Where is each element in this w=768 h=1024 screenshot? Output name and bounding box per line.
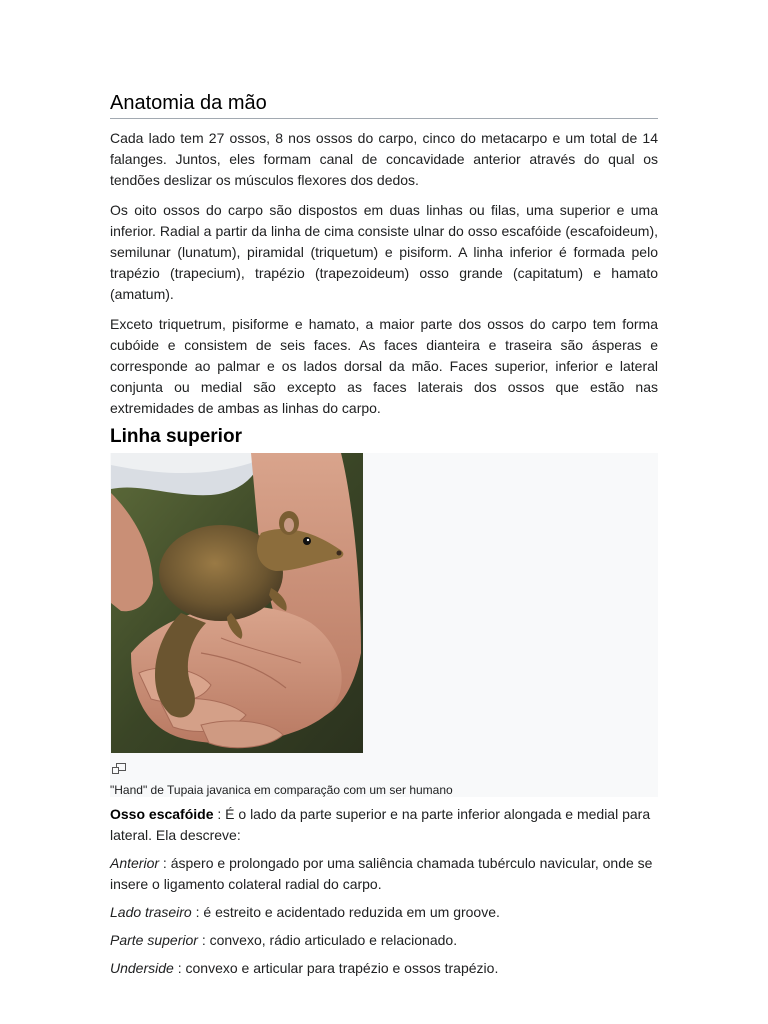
- article: [110, 92, 658, 979]
- paragraph: Cada lado tem 27 ossos, 8 nos ossos do carpo, cinco do metacarpo e um total de 14 falanges. Juntos, eles formam canal de concavidade anterior através do qual os tendões deslizar os músculos flexores dos dedos.: [110, 130, 658, 188]
- definition-parte-superior: [110, 930, 658, 951]
- definition-escafoide: [110, 804, 658, 846]
- enlarge-icon[interactable]: [112, 762, 126, 774]
- definition-lado-traseiro: [110, 902, 658, 923]
- definition-text: : é estreito e acidentado reduzida em um groove.: [191, 904, 500, 920]
- definition-text: : É o lado da parte superior e na parte inferior alongada e medial para lateral. Ela descreve:: [110, 806, 651, 843]
- definition-text: : convexo e articular para trapézio e ossos trapézio.: [173, 960, 499, 976]
- figure-caption: "Hand" de Tupaia javanica em comparação com um ser humano: [110, 783, 453, 797]
- definition-text: : áspero e prolongado por uma saliência chamada tubérculo navicular, onde se insere o ligamento colateral radial do carpo.: [110, 855, 653, 892]
- definition-anterior: [110, 853, 658, 895]
- paragraph: Exceto triquetrum, pisiforme e hamato, a maior parte dos ossos do carpo tem forma cubóide e consistem de seis faces. As faces dianteira e traseira são ásperas e corresponde ao palmar e os lados dorsal da mão. Faces superior, inferior e lateral conjunta ou medial são excepto as faces laterais dos ossos que estão nas extremidades de ambas as linhas do carpo.: [110, 316, 658, 416]
- figure: [110, 453, 658, 797]
- paragraph: Os oito ossos do carpo são dispostos em duas linhas ou filas, uma superior e uma inferior. Radial a partir da linha de cima consiste ulnar do osso escafóide (escafoideum), semilunar (lunatum), piramidal (triquetum) e pisiform. A linha inferior é formada pelo trapézio (trapecium), trapézio (trapezoideum) osso grande (capitatum) e hamato (amatum).: [110, 202, 658, 302]
- section-heading: Linha superior: [110, 426, 242, 447]
- definition-text: : convexo, rádio articulado e relacionado.: [197, 932, 458, 948]
- enlarge-icon-glyph: [112, 763, 126, 775]
- photo-illustration: [111, 453, 363, 753]
- definition-underside: [110, 958, 658, 979]
- page-title: Anatomia da mão: [110, 92, 658, 119]
- tupaia-photo[interactable]: [111, 453, 363, 753]
- definition-term: Osso escafóide: [110, 806, 214, 822]
- definition-term: Underside: [110, 960, 174, 976]
- definition-term: Lado traseiro: [110, 904, 192, 920]
- definition-term: Parte superior: [110, 932, 198, 948]
- definition-term: Anterior: [110, 855, 160, 871]
